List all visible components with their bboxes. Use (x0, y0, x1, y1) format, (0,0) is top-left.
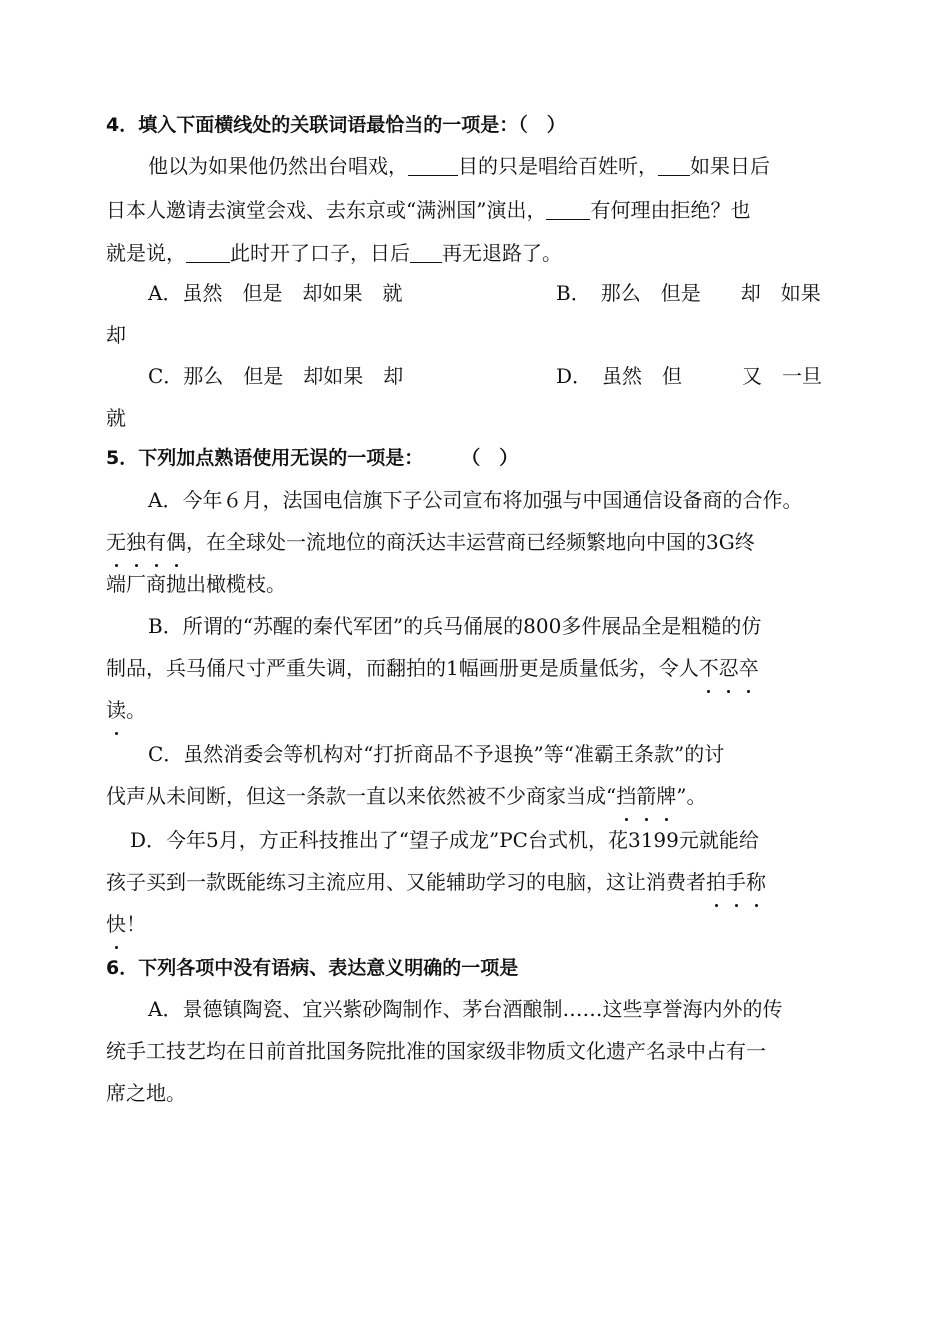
text-segment: 伐声从未间断，但这一条款一直以来依然被不少商家当成“ (106, 784, 617, 808)
option-c-wrap: 就 (106, 406, 126, 430)
q6-option-a-line-3: 席之地。 (106, 1081, 186, 1105)
q5-option-c-line-2 (106, 778, 706, 814)
question-6-title: 6．下列各项中没有语病、表达意义明确的一项是 (106, 957, 519, 979)
text-segment: ！ (126, 912, 146, 936)
dotted-char: 手 (726, 864, 746, 900)
q6-option-a-line-2: 统手工技艺均在日前首批国务院批准的国家级非物质文化遗产名录中占有一 (106, 1039, 766, 1063)
dotted-char: 有 (146, 524, 166, 560)
text-segment: 此时开了口子，日后 (230, 241, 410, 265)
dotted-phrase-b2 (106, 698, 126, 722)
dotted-char: 不 (699, 650, 719, 686)
dotted-char: 读 (106, 692, 126, 728)
dotted-char: 称 (746, 864, 766, 900)
q5-option-d-line-2 (106, 864, 766, 900)
option-b: B． 那么 但是 却 如果 (556, 281, 821, 305)
dotted-char: 独 (126, 524, 146, 560)
text-segment: 制品，兵马俑尺寸严重失调，而翻拍的1幅画册更是质量低劣，令人 (106, 656, 699, 680)
q5-option-b-line-1: B．所谓的“苏醒的秦代军团”的兵马俑展的800多件展品全是粗糙的仿 (148, 614, 762, 638)
question-5-title: 5．下列加点熟语使用无误的一项是： （ ） (106, 447, 519, 469)
dotted-phrase-a (106, 530, 186, 554)
dotted-char: 挡 (616, 778, 636, 814)
text-segment: 孩子买到一款既能练习主流应用、又能辅助学习的电脑，这让消费者 (106, 870, 706, 894)
fill-blank-3 (546, 197, 590, 220)
q5-option-b-line-3 (106, 692, 146, 728)
dotted-char: 箭 (636, 778, 656, 814)
q6-option-a-line-1: A．景德镇陶瓷、宜兴紫砂陶制作、茅台酒酿制……这些享誉海内外的传 (148, 997, 783, 1021)
dotted-char: 卒 (739, 650, 759, 686)
text-segment: 如果日后 (690, 154, 770, 178)
text-segment: 目的只是唱给百姓听， (458, 154, 658, 178)
text-segment: 日本人邀请去演堂会戏、去东京或“满洲国”演出， (106, 198, 547, 222)
q5-option-a-line-1: A．今年６月，法国电信旗下子公司宣布将加强与中国通信设备商的合作。 (148, 488, 803, 512)
question-4-passage-line-2 (106, 192, 750, 228)
option-a-wrap: 却 (106, 323, 126, 347)
text-segment: 他以为如果他仍然出台唱戏， (148, 154, 408, 178)
text-segment: ，在全球处一流地位的商沃达丰运营商已经频繁地向中国的3G终 (186, 530, 755, 554)
text-segment: ”。 (676, 784, 707, 808)
text-segment: 再无退路了。 (442, 241, 562, 265)
question-4-passage-line-1 (148, 148, 770, 184)
option-d: D． 虽然 但 又 一旦 (556, 364, 823, 388)
fill-blank-4 (186, 240, 230, 263)
fill-blank-2 (658, 153, 690, 176)
fill-blank-1 (408, 153, 458, 176)
dotted-char: 无 (106, 524, 126, 560)
dotted-char: 忍 (719, 650, 739, 686)
dotted-phrase-d1 (706, 870, 766, 894)
text-segment: 就是说， (106, 241, 186, 265)
text-segment: 有何理由拒绝？也 (590, 198, 751, 222)
dotted-char: 快 (106, 906, 126, 942)
dotted-phrase-d2 (106, 912, 126, 936)
q5-option-a-line-3: 端厂商抛出橄榄枝。 (106, 572, 286, 596)
q5-option-a-line-2 (106, 524, 755, 560)
q5-option-d-line-1: D．今年5月，方正科技推出了“望子成龙”PC台式机，花3199元就能给 (130, 828, 759, 852)
text-segment: 。 (126, 698, 146, 722)
dotted-char: 牌 (656, 778, 676, 814)
q5-option-d-line-3 (106, 906, 146, 942)
dotted-char: 偶 (166, 524, 186, 560)
option-c: C．那么 但是 却如果 却 (148, 364, 404, 388)
fill-blank-5 (410, 240, 442, 263)
dotted-phrase-c (616, 784, 676, 808)
question-4-title: 4．填入下面横线处的关联词语最恰当的一项是：（ ） (106, 114, 566, 136)
dotted-phrase-b1 (699, 656, 759, 680)
q5-option-b-line-2 (106, 650, 759, 686)
option-a: A．虽然 但是 却如果 就 (148, 281, 403, 305)
dotted-char: 拍 (706, 864, 726, 900)
question-4-passage-line-3 (106, 235, 562, 271)
q5-option-c-line-1: C．虽然消委会等机构对“打折商品不予退换”等“准霸王条款”的讨 (148, 742, 725, 766)
